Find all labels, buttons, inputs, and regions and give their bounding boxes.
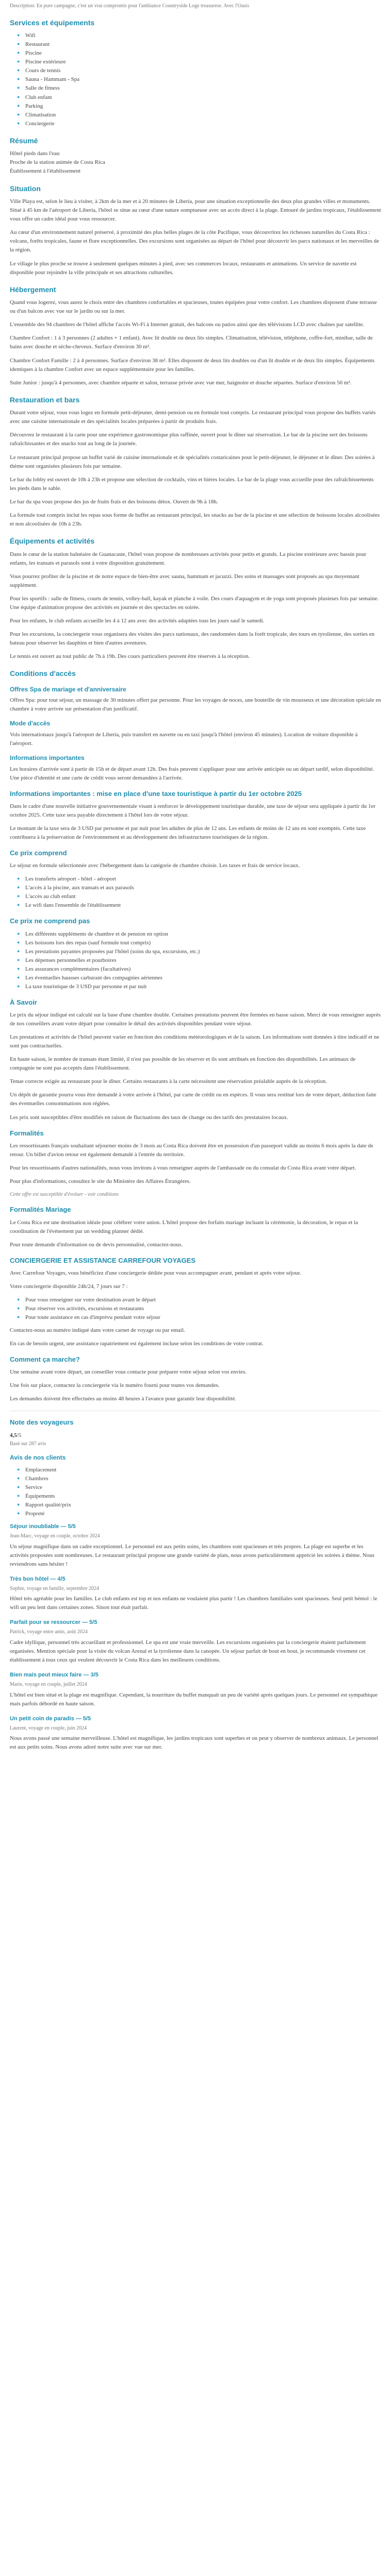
- included-item: ● L'accès à la piscine, aux transats et aux parasols: [23, 884, 381, 892]
- criteria-item: ● Rapport qualité/prix: [23, 1501, 381, 1510]
- hebergement-p1: Quand vous logerez, vous aurez le choix entre des chambres confortables et spacieuses, toutes équipées pour votre confort. Les chambres disposent d'une terrasse ou d'un balcon avec vue sur le jardin ou sur la mer.: [10, 299, 377, 315]
- service-item: ● Wifi: [23, 31, 381, 40]
- review-item: [10, 1575, 381, 1613]
- conciergerie-p4: En cas de besoin urgent, une assistance rapatriement est également incluse selon les conditions de votre contrat.: [10, 1341, 264, 1347]
- hebergement-p3: Chambre Confort : 1 à 3 personnes (2 adultes + 1 enfant). Avec lit double ou deux lits simples. Climatisation, télévision, téléphone, coffre-fort, minibar, salle de bains avec douche et sèche-cheveux. Surface d'environ 30 m².: [10, 335, 373, 350]
- included-list: [10, 875, 381, 910]
- review-item: [10, 1715, 381, 1752]
- review-item: [10, 1671, 381, 1708]
- excluded-item: ● La taxe touristique de 3 USD par personne et par nuit: [23, 982, 381, 991]
- restauration-p3: Le restaurant principal propose un buffet varié de cuisine internationale et de spécialités costaricaines pour le petit-déjeuner, le déjeuner et le dîner. Des soirées à thème sont organisées plusieurs fois par semaine.: [10, 454, 375, 469]
- resume-line: Hôtel pieds dans l'eau: [10, 150, 60, 157]
- excluded-item: ● Les différents suppléments de chambre et de pension en option: [23, 930, 381, 939]
- criteria-item: ● Emplacement: [23, 1466, 381, 1475]
- conditions-subtitle-3: Informations importantes: [10, 754, 85, 762]
- conciergerie-item: ● Pour réserver vos activités, excursions et restaurants: [23, 1304, 381, 1313]
- conciergerie-list: [10, 1296, 381, 1322]
- taxe-title: Informations importantes : mise en place d'une taxe touristique à partir du 1er octobre 2025: [10, 789, 302, 798]
- comment-p2: Une fois sur place, contactez la conciergerie via le numéro fourni pour toutes vos demandes.: [10, 1382, 220, 1389]
- review-meta: Patrick, voyage entre amis, août 2024: [10, 1629, 88, 1635]
- reviews-overall-scale: /5: [17, 1432, 22, 1438]
- review-item: [10, 1618, 381, 1665]
- review-title: Parfait pour se ressourcer — 5/5: [10, 1619, 97, 1626]
- criteria-item: ● Équipements: [23, 1492, 381, 1501]
- review-body: L'hôtel est bien situé et la plage est magnifique. Cependant, la nourriture du buffet manquait un peu de variété après quelques jours. Le personnel est sympathique mais parfois débordé en haute saison.: [10, 1691, 378, 1707]
- resume-lines: [10, 149, 381, 176]
- savoir-p3: En haute saison, le nombre de transats étant limité, il n'est pas possible de les réserver et ils sont attribués en fonction des disponibilités. Les animaux de compagnie ne sont pas acceptés dans l'établissement.: [10, 1056, 356, 1072]
- conditions-p3: Les horaires d'arrivée sont à partir de 15h et de départ avant 12h. Des frais peuvent s'appliquer pour une arrivée anticipée ou un départ tardif, selon disponibilité. Une pièce d'identité et une carte de crédit vous seront demandées à l'arrivée.: [10, 766, 374, 781]
- savoir-p4: Tenue correcte exigée au restaurant pour le dîner. Certains restaurants à la carte nécessitent une réservation préalable auprès de la réception.: [10, 1078, 327, 1085]
- reviews-list: [10, 1522, 381, 1752]
- excluded-title: Ce prix ne comprend pas: [10, 917, 90, 925]
- review-body: Hôtel très agréable pour les familles. Le club enfants est top et nos enfants ne voulaient plus partir ! Les chambres familiales sont spacieuses. Seul petit bémol : le wifi un peu lent dans certaines zones. Sinon tout était parfait.: [10, 1596, 378, 1611]
- activites-title: Équipements et activités: [10, 536, 95, 545]
- excluded-item: ● Les assurances complémentaires (facultatives): [23, 965, 381, 974]
- excluded-list: [10, 930, 381, 991]
- restauration-p4: Le bar du lobby est ouvert de 10h à 23h et propose une sélection de cocktails, vins et bières locales. Le bar de la plage vous accueille pour des rafraîchissements les pieds dans le sable.: [10, 476, 374, 492]
- reviews-criteria-title: Avis de nos clients: [10, 1454, 66, 1462]
- activites-p5: Pour les excursions, la conciergerie vous organisera des visites des parcs nationaux, des randonnées dans la forêt tropicale, des tours en tyrolienne, des sorties en bateau pour observer les dauphins et bien d'autres aventures.: [10, 631, 375, 646]
- activites-p2: Vous pourrez profiter de la piscine et de notre espace de bien-être avec sauna, hammam et jacuzzi. Des soins et massages sont proposés au spa moyennant supplément.: [10, 573, 360, 588]
- reviews-criteria-list: [10, 1466, 381, 1518]
- comment-title: Comment ça marche?: [10, 1355, 80, 1364]
- savoir-title: À Savoir: [10, 998, 37, 1006]
- restauration-p6: La formule tout compris inclut les repas sous forme de buffet au restaurant principal, les snacks au bar de la piscine et une sélection de boissons locales alcoolisées et non alcoolisées de 10h à 23h.: [10, 512, 380, 527]
- review-body: Cadre idyllique, personnel très accueillant et professionnel. Le spa est une vraie merveille. Les excursions organisées par la conciergerie étaient parfaitement organisées. Mention spéciale pour la visite du volcan Arenal et la tyrolienne dans la canopée. Un séjour parfait de bout en bout, je recommande vivement cet établissement à tous ceux qui veulent découvrir le Costa Rica dans les meilleures conditions.: [10, 1639, 366, 1663]
- review-title: Très bon hôtel — 4/5: [10, 1575, 66, 1582]
- conciergerie-p3: Contactez-nous au numéro indiqué dans votre carnet de voyage ou par email.: [10, 1327, 185, 1334]
- savoir-p6: Les prix sont susceptibles d'être modifiés en raison de fluctuations des taux de change ou des tarifs des prestataires locaux.: [10, 1114, 288, 1121]
- conditions-p1: Offres Spa: pour tout séjour, un massage de 30 minutes offert par personne. Pour les voyages de noces, une bouteille de vin mousseux et une décoration spéciale en chambre à votre arrivée sur présentation d'un justificatif.: [10, 697, 381, 713]
- taxe-p2: Le montant de la taxe sera de 3 USD par personne et par nuit pour les adultes de plus de 12 ans. Les enfants de moins de 12 ans en sont exemptés. Cette taxe contribuera à la préservation de l'environnement et au développement des infrastructures touristiques de la région.: [10, 825, 366, 841]
- review-body: Un séjour magnifique dans un cadre exceptionnel. Le personnel est aux petits soins, les chambres sont spacieuses et très propres. La plage est superbe et les activités proposées sont nombreuses. Le restaurant principal propose une grande variété de plats, nous avons particulièrement apprécié les soirées à thème. Nous reviendrons sans hésiter !: [10, 1543, 374, 1567]
- activites-p4: Pour les enfants, le club enfants accueille les 4 à 12 ans avec des activités adaptées tous les jours sauf le samedi.: [10, 617, 265, 624]
- review-body: Nous avons passé une semaine merveilleuse. L'hôtel est magnifique, les jardins tropicaux sont superbes et on peut y observer de nombreux animaux. Le personnel est aux petits soins. Nous avons adoré notre suite avec vue sur mer.: [10, 1735, 379, 1751]
- review-title: Séjour inoubliable — 5/5: [10, 1523, 76, 1530]
- review-meta: Marie, voyage en couple, juillet 2024: [10, 1682, 87, 1688]
- activites-p1: Dans le cœur de la station balnéaire de Guanacaste, l'hôtel vous propose de nombreuses activités pour petits et grands. La piscine extérieure avec bassin pour enfants, les transats et parasols sont à votre disposition gratuitement.: [10, 551, 367, 566]
- activites-p6: Le tennis est ouvert au tout public de 7h à 19h. Des cours particuliers peuvent être réservés à la réception.: [10, 653, 250, 659]
- service-item: ● Piscine extérieure: [23, 58, 381, 66]
- conditions-p2: Vols internationaux jusqu'à l'aéroport de Liberia, puis transfert en navette ou en taxi jusqu'à l'hôtel (environ 45 minutes). Location de voiture disponible à l'aéroport.: [10, 731, 358, 747]
- formalites-mariage-p2: Pour toute demande d'information ou de devis personnalisé, contactez-nous.: [10, 1241, 183, 1248]
- reviews-overall-score: 4,5: [10, 1432, 17, 1438]
- conciergerie-p1: Avec Carrefour Voyages, vous bénéficiez d'une conciergerie dédiée pour vous accompagner avant, pendant et après votre séjour.: [10, 1269, 301, 1276]
- savoir-p2: Les prestations et activités de l'hôtel peuvent varier en fonction des conditions météorologiques et de la saison. Les informations sont données à titre indicatif et ne sont pas contractuelles.: [10, 1034, 380, 1049]
- activites-p3: Pour les sportifs : salle de fitness, courts de tennis, volley-ball, kayak et planche à voile. Des cours d'aquagym et de yoga sont proposés plusieurs fois par semaine. Une équipe d'animation propose des activités en journée et des spectacles en soirée.: [10, 595, 379, 611]
- review-title: Bien mais peut mieux faire — 3/5: [10, 1671, 99, 1678]
- criteria-item: ● Chambres: [23, 1475, 381, 1483]
- excluded-item: ● Les dépenses personnelles et pourboires: [23, 956, 381, 965]
- included-p1: Le séjour en formule sélectionnée avec l'hébergement dans la catégorie de chambre choisie. Les taxes et frais de service locaux.: [10, 862, 300, 869]
- conciergerie-item: ● Pour toute assistance en cas d'imprévu pendant votre séjour: [23, 1313, 381, 1322]
- review-title: Un petit coin de paradis — 5/5: [10, 1715, 91, 1722]
- situation-p1: Ville Playa est, selon le lieu à visiter, à 2km de la mer et à 20 minutes de Liberia, pour une situation exceptionnelle des deux plus grandes villes et monuments. Situé à 45 km de l'aéroport de Liberia, l'hôtel se situe au cœur d'une nature somptueuse avec un accès direct à la plage. Entouré de jardins tropicaux, l'établissement vous offre un cadre idéal pour vous ressourcer.: [10, 198, 381, 223]
- conditions-subtitle: Offres Spa de mariage et d'anniversaire: [10, 685, 126, 693]
- service-item: ● Conciergerie: [23, 120, 381, 128]
- conditions-title: Conditions d'accès: [10, 669, 76, 678]
- excluded-item: ● Les prestations payantes proposées par l'hôtel (soins du spa, excursions, etc.): [23, 947, 381, 956]
- hebergement-p2: L'ensemble des 94 chambres de l'hôtel affiche l'accès Wi-Fi à Internet gratuit, des balcons ou patios ainsi que des télévisions LCD avec chaînes par satellite.: [10, 321, 364, 328]
- restauration-p1: Durant votre séjour, vous vous logez en formule petit-déjeuner, demi-pension ou en formule tout compris. Le restaurant principal vous propose des buffets variés avec une cuisine internationale et des spécialités locales préparées à partir de produits frais.: [10, 410, 376, 425]
- formalites-mariage-title: Formalités Mariage: [10, 1206, 71, 1214]
- situation-p3: Le village le plus proche se trouve à seulement quelques minutes à pied, avec ses commerces locaux, restaurants et animations. Un service de navette est disponible pour rejoindre la ville principale et ses attractions culturelles.: [10, 260, 357, 276]
- service-item: ● Cours de tennis: [23, 66, 381, 75]
- reviews-overall: [10, 1431, 381, 1440]
- formalites-note: Cette offre est susceptible d'évoluer - voir conditions: [10, 1191, 119, 1197]
- services-title: Services et équipements: [10, 18, 95, 27]
- formalites-p1: Les ressortissants français souhaitant séjourner moins de 3 mois au Costa Rica doivent être en possession d'un passeport valide au moins 6 mois après la date de retour. Un billet d'avion retour est également demandé à l'entrée du territoire.: [10, 1142, 373, 1158]
- savoir-p5: Un dépôt de garantie pourra vous être demandé à votre arrivée à l'hôtel, par carte de crédit ou en espèces. Il vous sera restitué lors de votre départ, déduction faite des éventuelles consommations non réglées.: [10, 1092, 377, 1107]
- review-meta: Laurent, voyage en couple, juin 2024: [10, 1725, 87, 1731]
- review-meta: Jean-Marc, voyage en couple, octobre 2024: [10, 1533, 100, 1539]
- formalites-title: Formalités: [10, 1129, 44, 1137]
- included-item: ● Le wifi dans l'ensemble de l'établissement: [23, 901, 381, 910]
- hebergement-title: Hébergement: [10, 285, 56, 294]
- comment-p3: Les demandes doivent être effectuées au moins 48 heures à l'avance pour garantir leur disponibilité.: [10, 1396, 236, 1402]
- formalites-mariage-p1: Le Costa Rica est une destination idéale pour célébrer votre union. L'hôtel propose des forfaits mariage incluant la cérémonie, la décoration, le repas et la coordination de l'événement par un wedding planner dédié.: [10, 1219, 358, 1234]
- reviews-count: Basé sur 287 avis: [10, 1440, 46, 1447]
- intro-text: Description: En pure campagne, c'est un vrai compromis pour l'ambiance Countryside Loge treasurese. Avec l'Oasis: [10, 3, 249, 9]
- comment-p1: Une semaine avant votre départ, un conseiller vous contacte pour préparer votre séjour selon vos envies.: [10, 1369, 247, 1376]
- formalites-p3: Pour plus d'informations, consultez le site du Ministère des Affaires Étrangères.: [10, 1178, 191, 1184]
- included-item: ● Les transferts aéroport - hôtel - aéroport: [23, 875, 381, 884]
- reviews-title: Note des voyageurs: [10, 1418, 74, 1427]
- criteria-item: ● Propreté: [23, 1510, 381, 1518]
- conciergerie-p2: Votre conciergerie disponible 24h/24, 7 jours sur 7 :: [10, 1283, 128, 1290]
- excluded-item: ● Les éventuelles hausses carburant des compagnies aériennes: [23, 974, 381, 982]
- taxe-p1: Dans le cadre d'une nouvelle initiative gouvernementale visant à renforcer le développement touristique durable, une taxe de séjour sera appliquée à partir du 1er octobre 2025. Cette taxe sera payable directement à l'hôtel lors de votre séjour.: [10, 803, 376, 818]
- situation-title: Situation: [10, 184, 41, 193]
- service-item: ● Restaurant: [23, 40, 381, 49]
- situation-p2: Au cœur d'un environnement naturel préservé, à proximité des plus belles plages de la côte Pacifique, vous découvrirez les richesses naturelles du Costa Rica : volcans, forêts tropicales, faune et flore exceptionnelles. Des excursions sont organisées au départ de l'hôtel pour découvrir les parcs nationaux et les merveilles de la région.: [10, 229, 379, 253]
- service-item: ● Sauna - Hammam - Spa: [23, 75, 381, 84]
- included-item: ● L'accès au club enfant: [23, 892, 381, 901]
- service-item: ● Club enfant: [23, 93, 381, 102]
- included-title: Ce prix comprend: [10, 849, 67, 857]
- review-item: [10, 1522, 381, 1569]
- services-list: [10, 31, 381, 128]
- resume-line: Établissement à l'établissement: [10, 168, 81, 175]
- hebergement-p4: Chambre Confort Famille : 2 à 4 personnes. Surface d'environ 38 m². Elles disposent de deux lits doubles ou d'un lit double et de deux lits simples. Équipements identiques à la chambre Confort avec un espace supplémentaire pour les familles.: [10, 357, 374, 372]
- excluded-item: ● Les boissons lors des repas (sauf formule tout compris): [23, 939, 381, 947]
- hebergement-p5: Suite Junior : jusqu'à 4 personnes, avec chambre séparée et salon, terrasse privée avec vue mer, baignoire et douche séparées. Surface d'environ 50 m².: [10, 379, 352, 386]
- service-item: ● Piscine: [23, 49, 381, 58]
- restauration-p5: Le bar du spa vous propose des jus de fruits frais et des boissons détox. Ouvert de 9h à 18h.: [10, 498, 218, 505]
- service-item: ● Climatisation: [23, 111, 381, 120]
- conditions-subtitle-2: Mode d'accès: [10, 720, 51, 727]
- conciergerie-item: ● Pour vous renseigner sur votre destination avant le départ: [23, 1296, 381, 1304]
- savoir-p1: Le prix du séjour indiqué est calculé sur la base d'une chambre double. Certaines prestations peuvent être fermées en basse saison. Merci de vous renseigner auprès de nos conseillers avant votre départ pour connaître le détail des activités disponibles pendant votre séjour.: [10, 1012, 381, 1027]
- restauration-p2: Découvrez le restaurant à la carte pour une expérience gastronomique plus raffinée, ouvert pour le dîner sur réservation. Le bar de la piscine sert des boissons rafraîchissantes et des snacks tout au long de la journée.: [10, 432, 368, 447]
- formalites-p2: Pour les ressortissants d'autres nationalités, nous vous invitons à vous renseigner auprès de l'ambassade ou du consulat du Costa Rica avant votre départ.: [10, 1164, 356, 1171]
- resume-title: Résumé: [10, 136, 38, 145]
- conciergerie-title: CONCIERGERIE ET ASSISTANCE CARREFOUR VOYAGES: [10, 1256, 196, 1264]
- review-meta: Sophie, voyage en famille, septembre 2024: [10, 1585, 100, 1591]
- service-item: ● Salle de fitness: [23, 84, 381, 93]
- restauration-title: Restauration et bars: [10, 395, 80, 404]
- resume-line: Proche de la station animée de Costa Rica: [10, 159, 105, 166]
- criteria-item: ● Service: [23, 1483, 381, 1492]
- service-item: ● Parking: [23, 102, 381, 111]
